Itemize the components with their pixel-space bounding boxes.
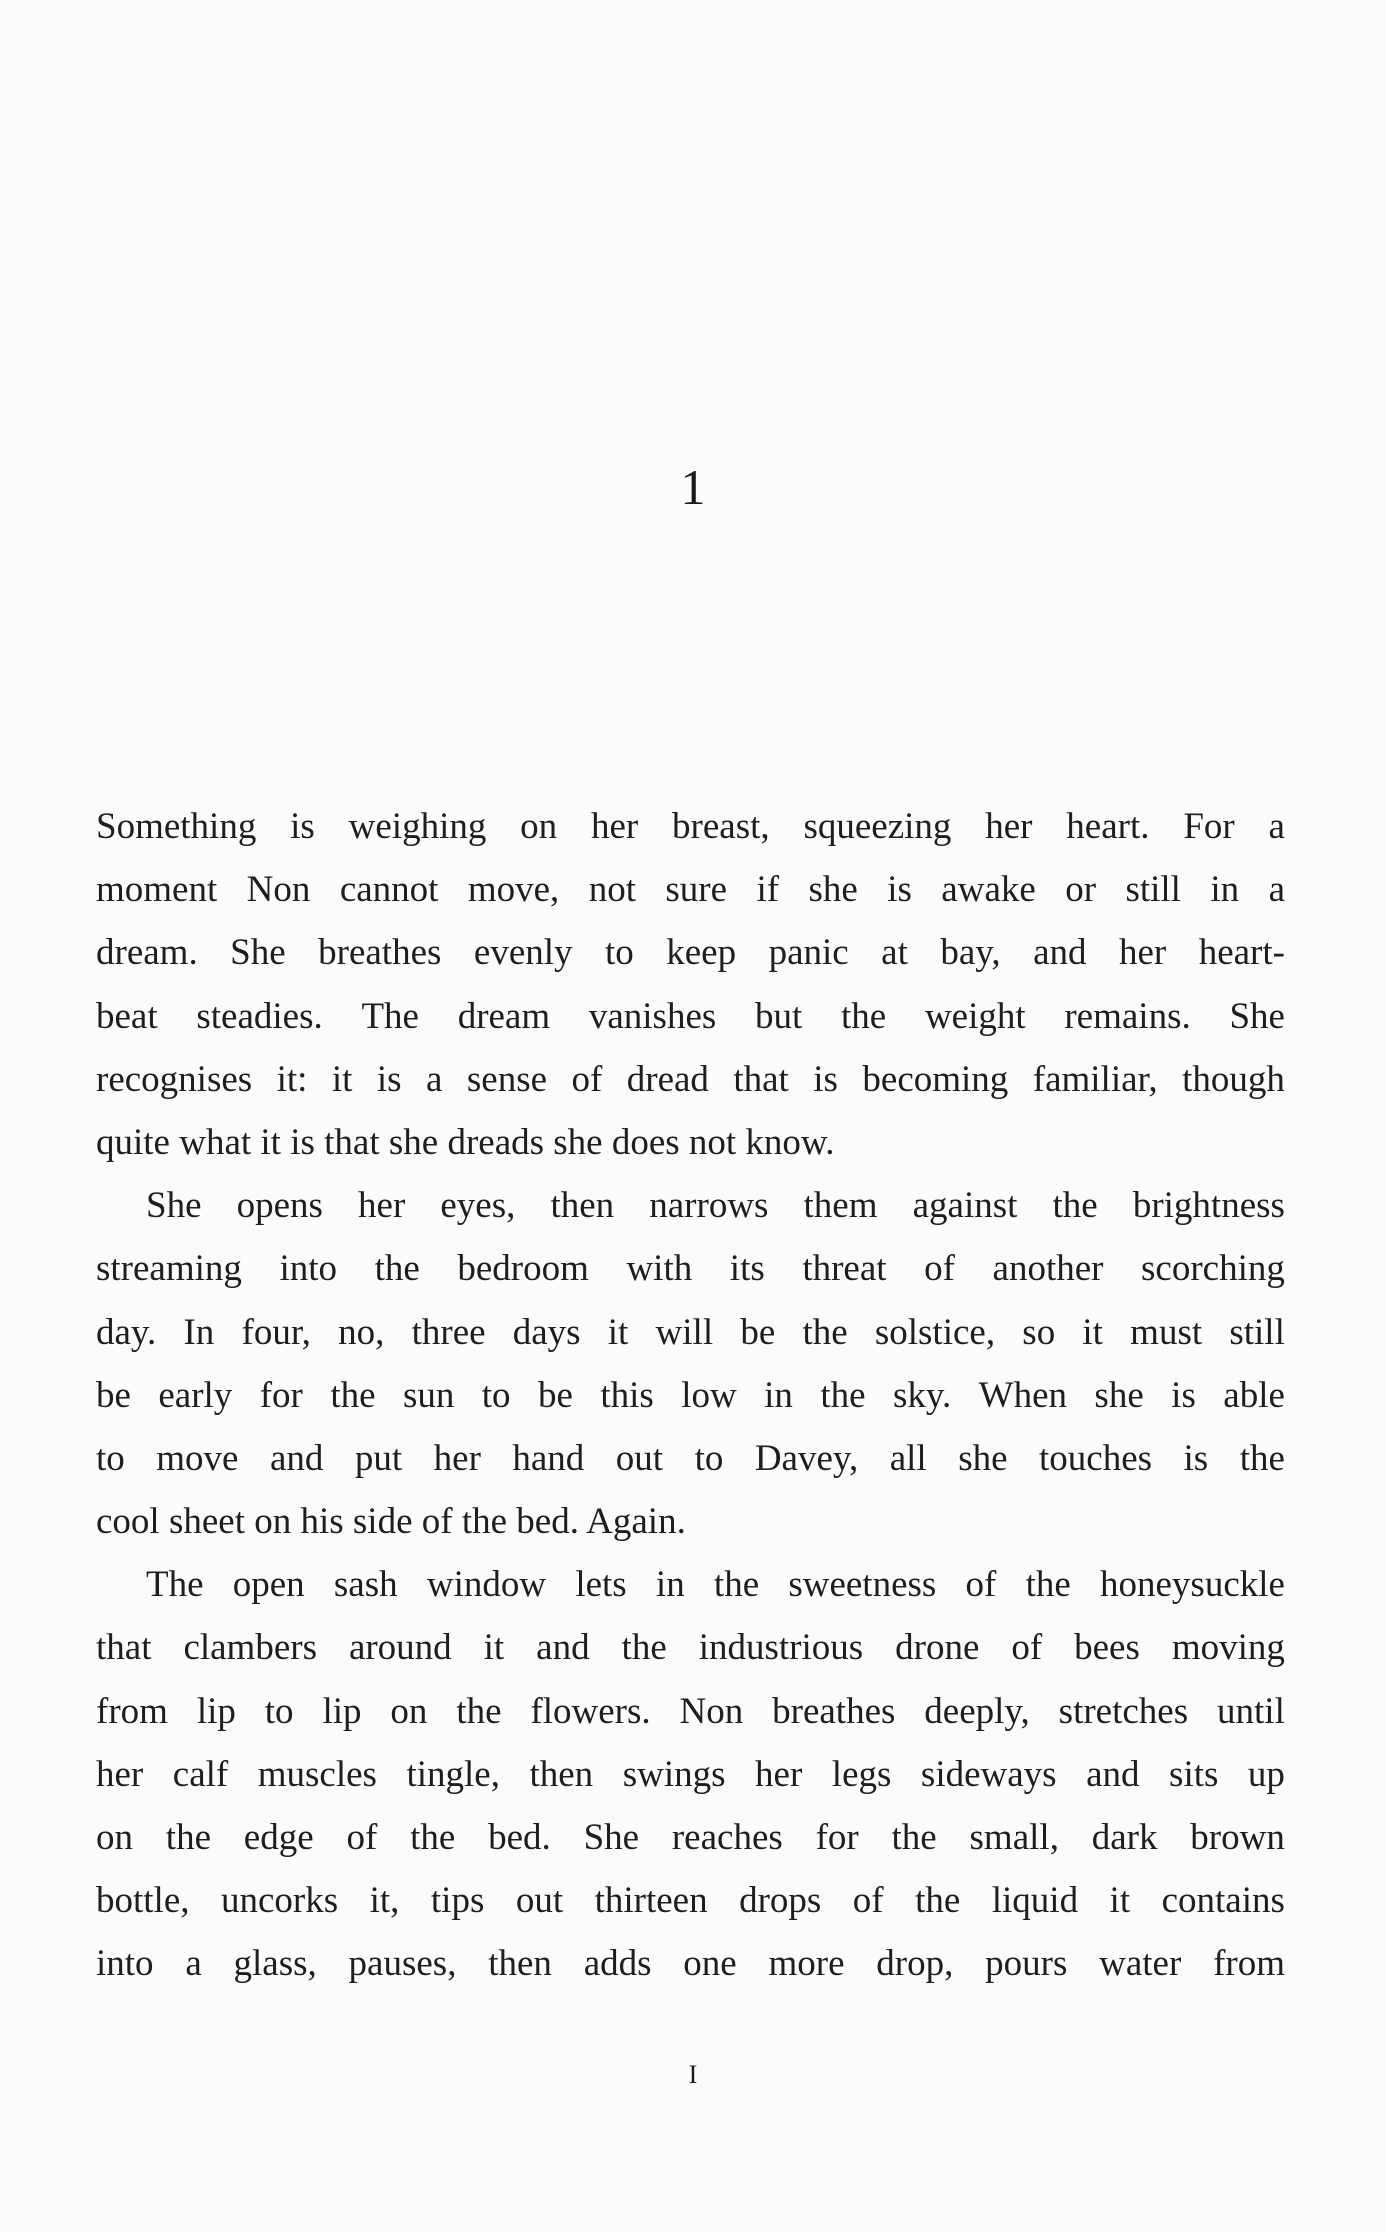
text-line: be early for the sun to be this low in the sky. When she is able [96, 1374, 1285, 1416]
text-line: to move and put her hand out to Davey, all she touches is the [96, 1437, 1285, 1479]
text-line: her calf muscles tingle, then swings her legs sideways and sits up [96, 1753, 1285, 1795]
paragraph-3 [96, 1553, 1285, 1995]
text-line: from lip to lip on the flowers. Non breathes deeply, stretches until [96, 1690, 1285, 1732]
text-line: dream. She breathes evenly to keep panic at bay, and her heart- [96, 932, 1285, 974]
chapter-number: 1 [680, 459, 706, 515]
body-text [96, 795, 1285, 1996]
text-line: bottle, uncorks it, tips out thirteen drops of the liquid it contains [96, 1880, 1285, 1922]
text-line: She opens her eyes, then narrows them against the brightness [146, 1185, 1285, 1227]
text-line: Something is weighing on her breast, squeezing her heart. For a [96, 806, 1285, 847]
text-line: beat steadies. The dream vanishes but the weight remains. She [96, 995, 1285, 1037]
text-line: day. In four, no, three days it will be the solstice, so it must still [96, 1311, 1285, 1353]
paragraph-2 [96, 1174, 1285, 1553]
text-line: moment Non cannot move, not sure if she is awake or still in a [96, 869, 1285, 911]
text-line: cool sheet on his side of the bed. Again. [96, 1501, 686, 1543]
text-line: streaming into the bedroom with its threat of another scorching [96, 1248, 1285, 1290]
text-line: on the edge of the bed. She reaches for the small, dark brown [96, 1817, 1285, 1858]
text-line: recognises it: it is a sense of dread that is becoming familiar, though [96, 1058, 1285, 1100]
page-number: I [688, 2060, 698, 2089]
text-line: The open sash window lets in the sweetness of the honeysuckle [146, 1564, 1285, 1606]
text-line: quite what it is that she dreads she does not know. [96, 1121, 835, 1163]
text-line: that clambers around it and the industrious drone of bees moving [96, 1627, 1285, 1669]
paragraph-1 [96, 795, 1285, 1174]
text-line: into a glass, pauses, then adds one more drop, pours water from [96, 1943, 1285, 1985]
